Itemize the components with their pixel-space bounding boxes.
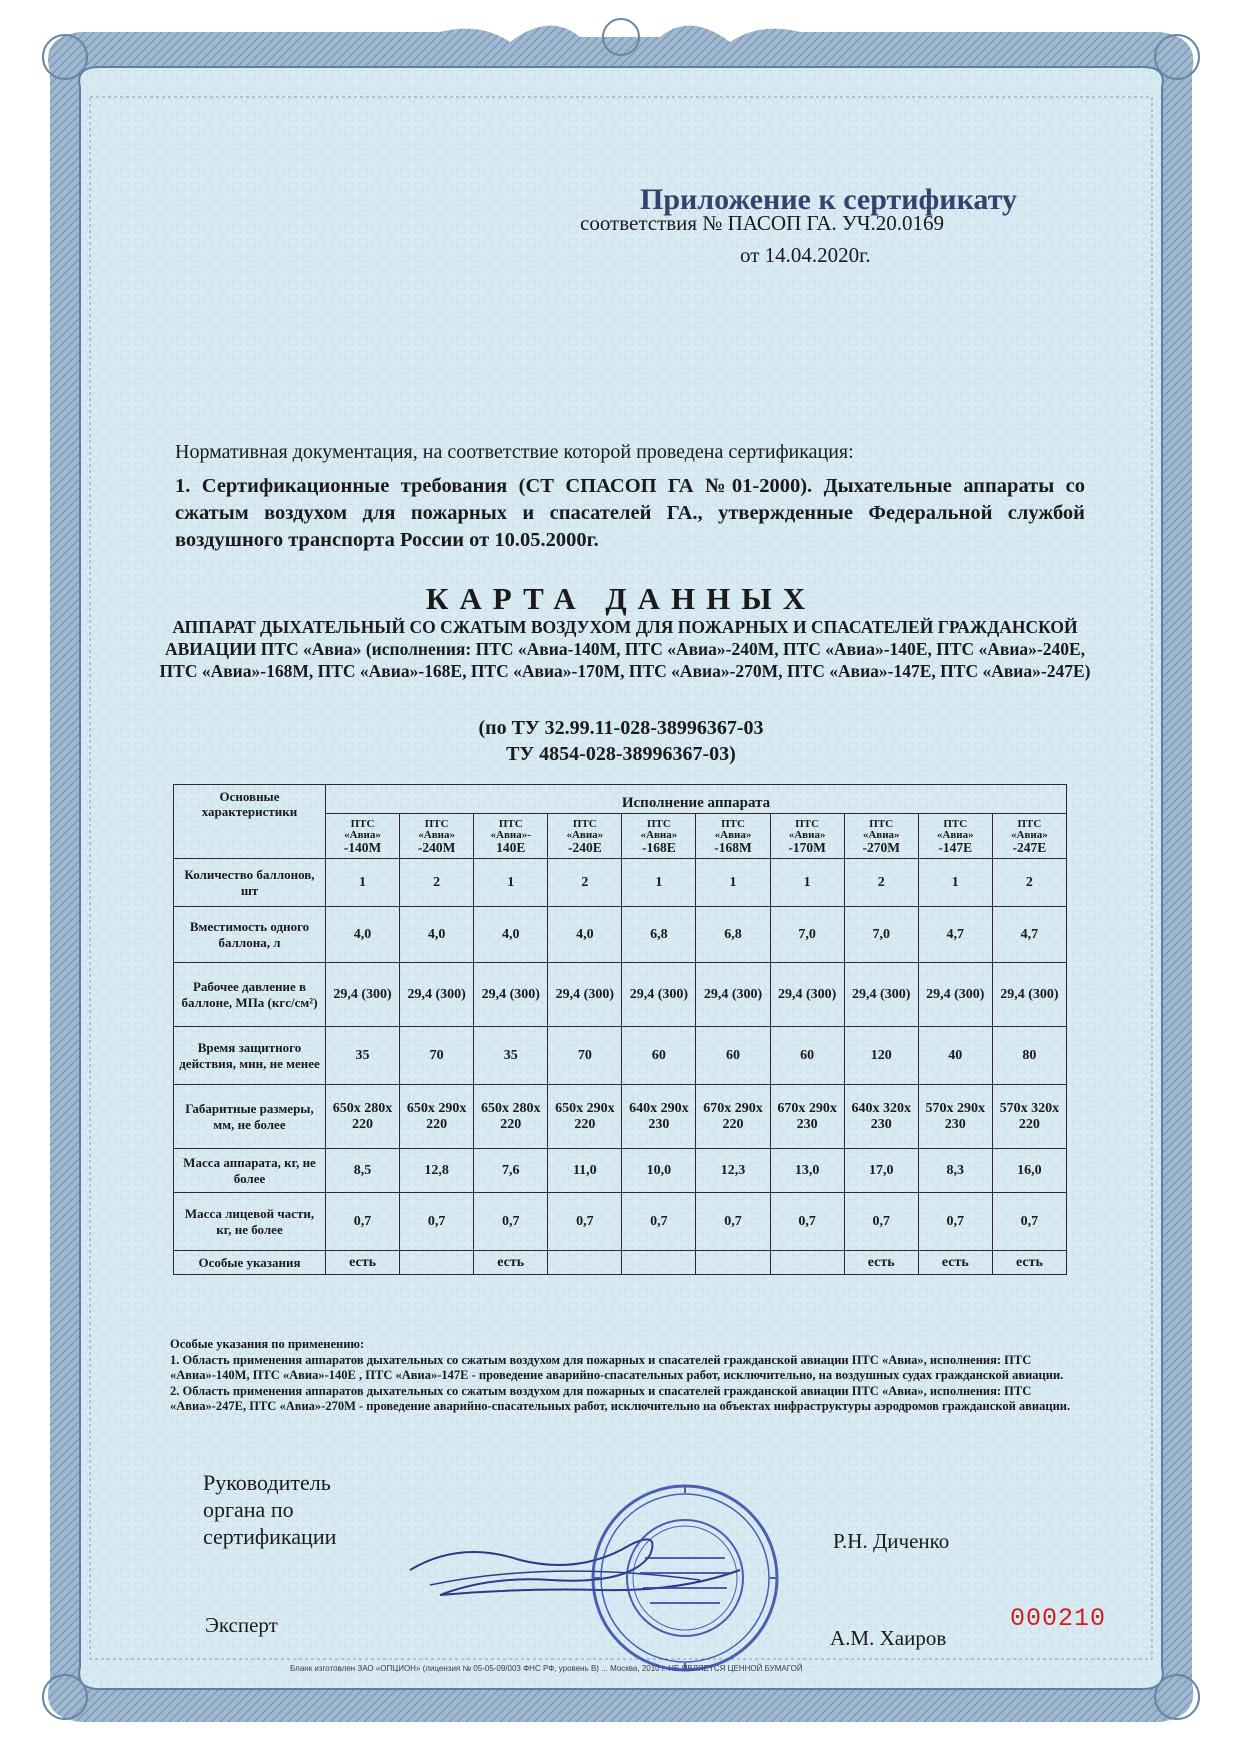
table-cell: 8,5 [326,1149,400,1193]
variant-header-line: -270М [862,840,900,855]
variant-header-line: ПТС [721,818,745,830]
table-cell: 650x 290x 220 [400,1085,474,1149]
usage-notes [170,1337,1075,1415]
variant-header-line: ПТС [424,818,449,830]
notes-heading: Особые указания по применению: [170,1337,365,1351]
table-cell: 80 [992,1027,1066,1085]
table-cell: 29,4 (300) [696,963,770,1027]
corner-header: Основные характеристики [174,785,326,859]
table-cell [400,1251,474,1275]
table-cell: 60 [696,1027,770,1085]
table-cell [548,1251,622,1275]
variant-header [622,814,696,859]
data-card-subtitle: АППАРАТ ДЫХАТЕЛЬНЫЙ СО СЖАТЫМ ВОЗДУХОМ ДЛЯ ПОЖАРНЫХ И СПАСАТЕЛЕЙ ГРАЖДАНСКОЙ АВИАЦИИ ПТС «Авиа» (исполнения: ПТС «Авиа-140М, ПТС «Авиа»-240М, ПТС «Авиа»-140Е, ПТС «Авиа»-240Е, ПТС «Авиа»-168М, ПТС «Авиа»-168Е, ПТС «Авиа»-170М, ПТС «Авиа»-270М, ПТС «Авиа»-147Е, ПТС «Авиа»-247Е) [159,617,1091,681]
table-cell: 4,0 [474,907,548,963]
variant-header-line: «Авиа»- [490,829,531,841]
table-cell: 7,0 [844,907,918,963]
variant-header-line: «Авиа» [640,829,678,841]
variant-header-line: ПТС [350,818,375,830]
table-cell: 11,0 [548,1149,622,1193]
table-cell: 1 [326,859,400,907]
variant-header-line: ПТС [498,818,523,830]
row-label: Масса лицевой части, кг, не более [174,1193,326,1251]
variant-header [844,814,918,859]
table-cell: 4,7 [918,907,992,963]
variant-header [918,814,992,859]
table-cell: 29,4 (300) [622,963,696,1027]
table-cell: 2 [844,859,918,907]
table-cell: 13,0 [770,1149,844,1193]
table-cell: 7,0 [770,907,844,963]
variant-header-line: ПТС [647,818,671,830]
table-cell: 0,7 [844,1193,918,1251]
table-cell: 1 [770,859,844,907]
table-cell: 29,4 (300) [770,963,844,1027]
table-cell: 2 [548,859,622,907]
table-cell: есть [844,1251,918,1275]
table-row [174,1027,1067,1085]
tu-line-1: (по ТУ 32.99.11-028-38996367-03 [478,717,764,739]
variant-header [992,814,1066,859]
table-cell: 29,4 (300) [918,963,992,1027]
table-row [174,963,1067,1027]
variants-group-header: Исполнение аппарата [326,785,1067,814]
table-cell: есть [992,1251,1066,1275]
table-cell: 670x 290x 230 [770,1085,844,1149]
variant-header-line: -168М [714,840,752,855]
normative-intro: Нормативная документация, на соответствие которой проведена сертификация: [175,441,854,463]
expert-label: Эксперт [205,1613,278,1637]
variant-header-line: ПТС [795,818,820,830]
variant-header-line: ПТС [1017,818,1042,830]
data-card-title: КАРТА ДАННЫХ [425,581,817,616]
table-cell: 670x 290x 220 [696,1085,770,1149]
table-cell: есть [474,1251,548,1275]
variant-header-line: «Авиа» [418,829,455,841]
table-cell: 0,7 [548,1193,622,1251]
table-cell: 0,7 [918,1193,992,1251]
certificate-number: соответствия № ПАСОП ГА. УЧ.20.0169 [580,211,945,235]
table-cell: 0,7 [474,1193,548,1251]
table-cell: 29,4 (300) [992,963,1066,1027]
variant-header-line: «Авиа» [344,829,381,841]
table-cell: 570x 320x 220 [992,1085,1066,1149]
variant-header-line: «Авиа» [862,829,900,841]
table-cell: 70 [548,1027,622,1085]
certificate-date: от 14.04.2020г. [740,243,871,267]
table-cell: 650x 280x 220 [474,1085,548,1149]
table-cell: 7,6 [474,1149,548,1193]
variant-header-line: «Авиа» [788,829,826,841]
head-role: Руководитель органа по сертификации [203,1470,337,1549]
table-cell: 1 [918,859,992,907]
table-cell: 4,7 [992,907,1066,963]
variant-header-line: -170М [788,840,826,855]
table-cell: 640x 290x 230 [622,1085,696,1149]
variant-header-line: -147Е [938,840,973,855]
table-cell: 29,4 (300) [548,963,622,1027]
variant-header [548,814,622,859]
table-cell: 16,0 [992,1149,1066,1193]
variant-header-line: -247Е [1012,840,1047,855]
row-label: Рабочее давление в баллоне, МПа (кгс/см²) [174,963,326,1027]
table-cell: 1 [474,859,548,907]
table-row [174,1149,1067,1193]
table-cell: 12,3 [696,1149,770,1193]
variant-header-line: ПТС [869,818,894,830]
variant-header [400,814,474,859]
blank-footer: Бланк изготовлен ЗАО «ОПЦИОН» (лицензия № 05-05-09/003 ФНС РФ, уровень В) ... Москва, 2010 г. НЕ ЯВЛЯЕТСЯ ЦЕННОЙ БУМАГОЙ [290,1664,803,1673]
variant-header-line: ПТС [943,818,968,830]
row-label: Масса аппарата, кг, не более [174,1149,326,1193]
variant-header-line: «Авиа» [1011,829,1048,841]
table-cell: 1 [622,859,696,907]
table-cell: 650x 280x 220 [326,1085,400,1149]
table-cell: 0,7 [770,1193,844,1251]
variant-header-line: «Авиа» [936,829,974,841]
table-cell: 4,0 [548,907,622,963]
table-cell: 2 [992,859,1066,907]
row-label: Вместимость одного баллона, л [174,907,326,963]
tu-line-2: ТУ 4854-028-38996367-03) [506,743,736,765]
notes-item-1: 1. Область применения аппаратов дыхательных со сжатым воздухом для пожарных и спасателей гражданской авиации ПТС «Авиа», исполнения: ПТС «Авиа»-140М, ПТС «Авиа»-140Е , ПТС «Авиа»-147Е - проведение аварийно-спасательных работ, исключительно, на воздушных судах гражданской авиации. [170,1352,1064,1382]
table-cell: 60 [770,1027,844,1085]
table-cell: 4,0 [400,907,474,963]
variant-header-line: ПТС [572,818,597,830]
table-cell: 17,0 [844,1149,918,1193]
table-cell: 6,8 [696,907,770,963]
table-cell: 60 [622,1027,696,1085]
variant-header-line: 140Е [496,840,526,855]
table-cell: 0,7 [326,1193,400,1251]
characteristics-table [173,784,1067,1275]
serial-number: 000210 [1010,1604,1107,1633]
row-label: Особые указания [174,1251,326,1275]
variant-header-line: «Авиа» [566,829,604,841]
table-cell: 2 [400,859,474,907]
row-label: Время защитного действия, мин, не менее [174,1027,326,1085]
table-cell: 4,0 [326,907,400,963]
table-cell: 35 [326,1027,400,1085]
variant-header-line: -240М [417,840,456,855]
head-name: Р.Н. Диченко [833,1529,950,1553]
table-cell: 8,3 [918,1149,992,1193]
table-cell: 1 [696,859,770,907]
table-row [174,1251,1067,1275]
table-body [174,859,1067,1275]
variant-header [696,814,770,859]
official-stamp [585,1478,785,1678]
table-cell: 29,4 (300) [400,963,474,1027]
row-label: Количество баллонов, шт [174,859,326,907]
variant-header-line: -140М [343,840,382,855]
table-cell: 29,4 (300) [326,963,400,1027]
appendix-title: Приложение к сертификату [640,183,1017,216]
table-cell: 0,7 [400,1193,474,1251]
table-cell: 640x 320x 230 [844,1085,918,1149]
table-cell: 12,8 [400,1149,474,1193]
table-cell: 0,7 [696,1193,770,1251]
table-cell [696,1251,770,1275]
row-label: Габаритные размеры, мм, не более [174,1085,326,1149]
notes-item-2: 2. Область применения аппаратов дыхательных со сжатым воздухом для пожарных и спасателей гражданской авиации ПТС «Авиа», исполнения: ПТС «Авиа»-247Е, ПТС «Авиа»-270М - проведение аварийно-спасательных работ, исключительно на объектах инфраструктуры аэродромов гражданской авиации. [170,1383,1071,1413]
table-cell: 650x 290x 220 [548,1085,622,1149]
table-row [174,907,1067,963]
table-cell: есть [326,1251,400,1275]
variant-header [326,814,400,859]
table-cell: есть [918,1251,992,1275]
table-cell: 120 [844,1027,918,1085]
table-cell: 0,7 [992,1193,1066,1251]
table-cell: 29,4 (300) [474,963,548,1027]
table-cell: 0,7 [622,1193,696,1251]
table-cell: 40 [918,1027,992,1085]
variant-header-line: «Авиа» [714,829,752,841]
variant-header [770,814,844,859]
expert-name: А.М. Хаиров [830,1626,947,1650]
table-cell: 29,4 (300) [844,963,918,1027]
variant-header-line: -240Е [567,840,602,855]
table-row [174,1193,1067,1251]
table-row [174,859,1067,907]
normative-text: 1. Сертификационные требования (СТ СПАСОП ГА №01-2000). Дыхательные аппараты со сжатым воздухом для пожарных и спасателей ГА., утвержденные Федеральной службой воздушного транспорта России от 10.05.2000г. [175,475,1085,551]
table-cell: 35 [474,1027,548,1085]
variant-header-line: -168Е [642,840,676,855]
table-cell: 70 [400,1027,474,1085]
table-cell: 10,0 [622,1149,696,1193]
table-cell [622,1251,696,1275]
table-cell: 570x 290x 230 [918,1085,992,1149]
table-cell [770,1251,844,1275]
variant-header [474,814,548,859]
table-cell: 6,8 [622,907,696,963]
table-row [174,1085,1067,1149]
